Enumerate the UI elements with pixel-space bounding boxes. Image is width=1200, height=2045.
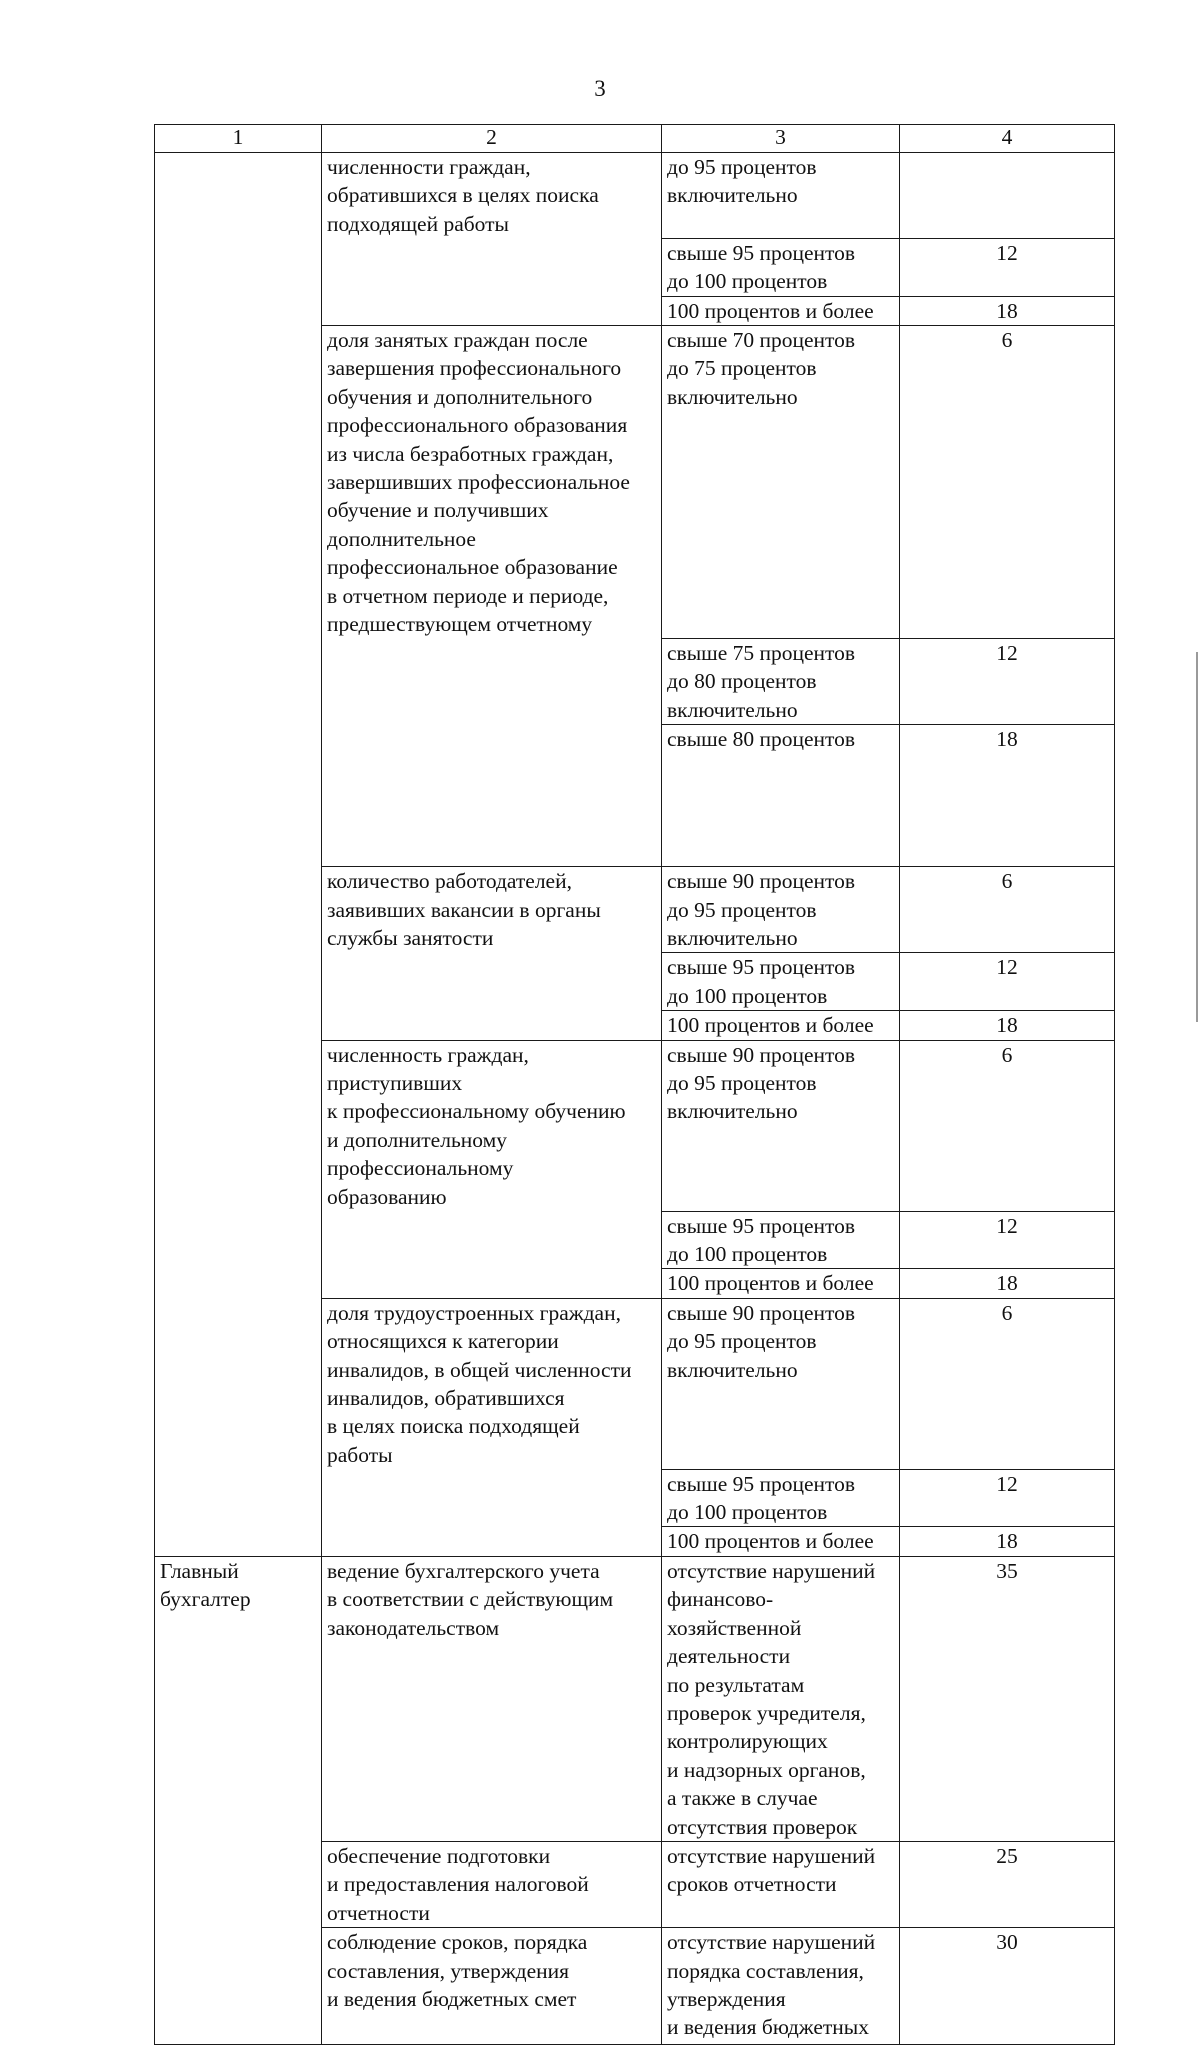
table-row [155, 867, 1115, 953]
criterion-cell: свыше 90 процентов до 95 процентов включительно [662, 1040, 900, 1211]
score-cell: 30 [900, 1928, 1115, 2045]
header-cell-3: 3 [662, 125, 900, 153]
score-cell: 25 [900, 1841, 1115, 1927]
criterion-cell: 100 процентов и более [662, 296, 900, 325]
position-cell [155, 296, 322, 325]
position-cell [155, 725, 322, 867]
page-number: 3 [594, 76, 606, 101]
criterion-cell: 100 процентов и более [662, 1269, 900, 1298]
score-cell: 18 [900, 1011, 1115, 1040]
indicator-cell [322, 725, 662, 867]
indicator-cell [322, 953, 662, 1011]
score-cell: 12 [900, 638, 1115, 724]
indicator-cell: обеспечение подготовки и предоставления налоговой отчетности [322, 1841, 662, 1927]
table-row [155, 638, 1115, 724]
header-row [155, 125, 1115, 153]
header-cell-2: 2 [322, 125, 662, 153]
criterion-cell: свыше 95 процентов до 100 процентов [662, 1469, 900, 1527]
criterion-cell: свыше 70 процентов до 75 процентов включительно [662, 325, 900, 638]
position-cell [155, 638, 322, 724]
score-cell: 12 [900, 1469, 1115, 1527]
criterion-cell: отсутствие нарушений сроков отчетности [662, 1841, 900, 1927]
table-row [155, 1527, 1115, 1556]
criterion-cell: свыше 90 процентов до 95 процентов включительно [662, 1298, 900, 1469]
indicator-cell: количество работодателей, заявивших вакансии в органы службы занятости [322, 867, 662, 953]
score-cell: 12 [900, 238, 1115, 296]
score-cell: 6 [900, 1298, 1115, 1469]
position-cell [155, 1527, 322, 1556]
position-cell [155, 1011, 322, 1040]
indicator-cell [322, 1527, 662, 1556]
table-row [155, 1011, 1115, 1040]
table-row [155, 1298, 1115, 1469]
score-cell: 12 [900, 953, 1115, 1011]
position-cell [155, 1298, 322, 1469]
indicator-cell [322, 1211, 662, 1269]
score-cell: 12 [900, 1211, 1115, 1269]
position-cell [155, 238, 322, 296]
position-cell [155, 153, 322, 239]
table-row [155, 1556, 1115, 1841]
score-cell: 18 [900, 1527, 1115, 1556]
table-row [155, 1269, 1115, 1298]
header-cell-1: 1 [155, 125, 322, 153]
table-row [155, 953, 1115, 1011]
indicator-cell [322, 1011, 662, 1040]
position-cell [155, 325, 322, 638]
position-cell [155, 867, 322, 953]
indicator-cell: доля трудоустроенных граждан, относящихся к категории инвалидов, в общей численности инвалидов, обратившихся в целях поиска подходящей работы [322, 1298, 662, 1469]
table-row [155, 1928, 1115, 2045]
indicator-cell [322, 296, 662, 325]
criterion-cell: 100 процентов и более [662, 1011, 900, 1040]
criterion-cell: отсутствие нарушений финансово- хозяйственной деятельности по результатам проверок учредителя, контролирующих и надзорных органов, а также в случае отсутствия проверок [662, 1556, 900, 1841]
score-cell: 6 [900, 1040, 1115, 1211]
indicator-cell: доля занятых граждан после завершения профессионального обучения и дополнительного профессионального образования из числа безработных граждан, завершивших профессиональное обучение и получивших дополнительное профессиональное образование в отчетном периоде и периоде, предшествующем отчетному [322, 325, 662, 638]
table-row [155, 1469, 1115, 1527]
criterion-cell: свыше 95 процентов до 100 процентов [662, 953, 900, 1011]
position-cell [155, 1269, 322, 1298]
criterion-cell: 100 процентов и более [662, 1527, 900, 1556]
position-cell [155, 1469, 322, 1527]
indicator-cell [322, 238, 662, 296]
score-cell: 18 [900, 725, 1115, 867]
table-row [155, 153, 1115, 239]
criterion-cell: свыше 95 процентов до 100 процентов [662, 1211, 900, 1269]
score-cell: 18 [900, 1269, 1115, 1298]
position-cell [155, 1841, 322, 1927]
position-cell [155, 1040, 322, 1211]
score-cell: 35 [900, 1556, 1115, 1841]
indicator-cell [322, 1469, 662, 1527]
criterion-cell: до 95 процентов включительно [662, 153, 900, 239]
table-row [155, 1841, 1115, 1927]
score-cell: 18 [900, 296, 1115, 325]
score-cell [900, 153, 1115, 239]
criterion-cell: свыше 90 процентов до 95 процентов включительно [662, 867, 900, 953]
score-cell: 6 [900, 325, 1115, 638]
position-cell [155, 953, 322, 1011]
table-row [155, 725, 1115, 867]
position-cell [155, 1928, 322, 2045]
indicator-cell: численности граждан, обратившихся в целях поиска подходящей работы [322, 153, 662, 239]
indicator-cell: численность граждан, приступивших к профессиональному обучению и дополнительному профессиональному образованию [322, 1040, 662, 1211]
indicator-cell: ведение бухгалтерского учета в соответствии с действующим законодательством [322, 1556, 662, 1841]
criterion-cell: отсутствие нарушений порядка составления, утверждения и ведения бюджетных [662, 1928, 900, 2045]
table-row [155, 1211, 1115, 1269]
criterion-cell: свыше 95 процентов до 100 процентов [662, 238, 900, 296]
header-cell-4: 4 [900, 125, 1115, 153]
table-row [155, 1040, 1115, 1211]
position-cell [155, 1211, 322, 1269]
criterion-cell: свыше 80 процентов [662, 725, 900, 867]
table-row [155, 238, 1115, 296]
indicator-cell [322, 1269, 662, 1298]
scan-margin-mark [1196, 652, 1198, 1022]
score-cell: 6 [900, 867, 1115, 953]
indicator-cell: соблюдение сроков, порядка составления, утверждения и ведения бюджетных смет [322, 1928, 662, 2045]
table-row [155, 325, 1115, 638]
position-cell: Главный бухгалтер [155, 1556, 322, 1841]
indicator-cell [322, 638, 662, 724]
table-row [155, 296, 1115, 325]
criterion-cell: свыше 75 процентов до 80 процентов включительно [662, 638, 900, 724]
criteria-table [154, 124, 1115, 2045]
